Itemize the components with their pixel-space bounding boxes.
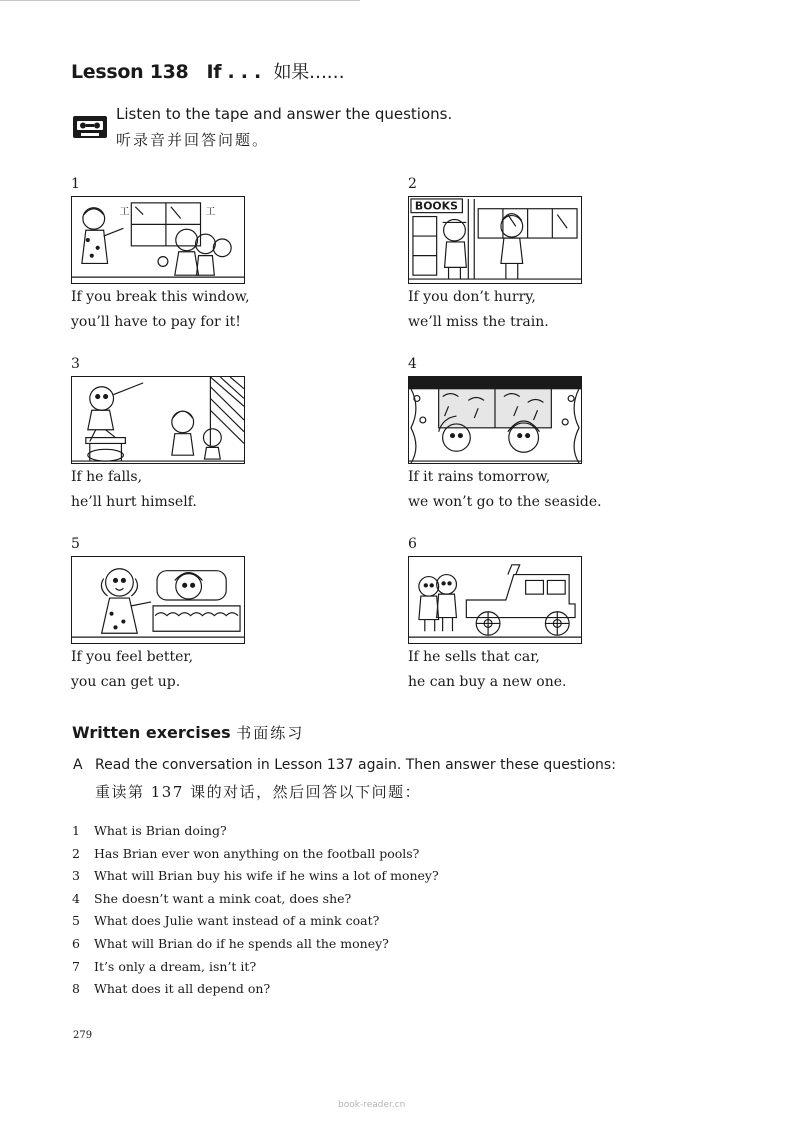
question-text: What will Brian do if he spends all the money? bbox=[94, 935, 389, 951]
books-sign: BOOKS bbox=[414, 199, 458, 213]
panel-illustration-station bbox=[408, 196, 582, 284]
panel-illustration-car bbox=[408, 556, 582, 644]
cassette-tape-icon bbox=[72, 115, 108, 139]
panel-number: 2 bbox=[408, 176, 417, 192]
exercise-letter: A bbox=[73, 757, 83, 773]
question-number: 2 bbox=[72, 845, 80, 861]
panel-caption-line2: he’ll hurt himself. bbox=[71, 494, 197, 510]
question-number: 4 bbox=[72, 890, 80, 906]
written-exercises-title-en: Written exercises bbox=[72, 723, 231, 742]
written-exercises-title-cn: 书面练习 bbox=[236, 724, 305, 742]
question-text: Has Brian ever won anything on the football pools? bbox=[94, 845, 420, 861]
panel-caption-line2: we’ll miss the train. bbox=[408, 314, 549, 330]
question-number: 6 bbox=[72, 935, 80, 951]
panel-number: 4 bbox=[408, 356, 417, 372]
lesson-number: Lesson 138 bbox=[71, 61, 189, 83]
watermark: book-reader.cn bbox=[338, 1100, 406, 1110]
panel-caption-line1: If he sells that car, bbox=[408, 649, 540, 665]
written-exercises-title bbox=[72, 722, 304, 743]
panel-number: 6 bbox=[408, 536, 417, 552]
question-text: She doesn’t want a mink coat, does she? bbox=[94, 890, 352, 906]
question-number: 7 bbox=[72, 958, 80, 974]
question-number: 5 bbox=[72, 913, 80, 929]
listening-instruction-cn: 听录音并回答问题。 bbox=[116, 131, 270, 149]
top-rule bbox=[0, 0, 360, 1]
panel-number: 1 bbox=[71, 176, 80, 192]
question-text: What will Brian buy his wife if he wins a lot of money? bbox=[94, 868, 439, 884]
question-number: 1 bbox=[72, 823, 80, 838]
panel-caption-line1: If he falls, bbox=[71, 469, 143, 485]
listening-instruction-en: Listen to the tape and answer the questions. bbox=[116, 105, 453, 123]
exercise-instruction-cn: 重读第 137 课的对话，然后回答以下问题： bbox=[95, 783, 422, 801]
svg-text:工: 工 bbox=[119, 206, 130, 218]
question-text: What does it all depend on? bbox=[94, 981, 271, 997]
panel-number: 3 bbox=[71, 356, 80, 372]
question-text: What is Brian doing? bbox=[94, 823, 227, 838]
svg-text:工: 工 bbox=[205, 206, 216, 218]
panel-caption-line2: you’ll have to pay for it! bbox=[71, 314, 241, 330]
page-number: 279 bbox=[73, 1030, 93, 1041]
lesson-title-if: If . . . bbox=[206, 61, 261, 83]
panel-caption-line2: he can buy a new one. bbox=[408, 674, 567, 690]
question-number: 8 bbox=[72, 981, 80, 997]
lesson-title-cn: 如果…… bbox=[273, 62, 345, 83]
question-text: It’s only a dream, isn’t it? bbox=[94, 958, 257, 974]
panel-illustration-rain bbox=[408, 376, 582, 464]
panel-illustration-window bbox=[71, 196, 245, 284]
lesson-title bbox=[71, 58, 344, 84]
panel-caption-line1: If you break this window, bbox=[71, 289, 250, 305]
panel-caption-line2: you can get up. bbox=[71, 674, 181, 690]
question-number: 3 bbox=[72, 868, 80, 884]
panel-illustration-bed bbox=[71, 556, 245, 644]
panel-illustration-ladder bbox=[71, 376, 245, 464]
question-text: What does Julie want instead of a mink coat? bbox=[94, 913, 380, 929]
panel-number: 5 bbox=[71, 536, 80, 552]
panel-caption-line1: If it rains tomorrow, bbox=[408, 469, 551, 485]
panel-caption-line1: If you feel better, bbox=[71, 649, 194, 665]
panel-caption-line1: If you don’t hurry, bbox=[408, 289, 536, 305]
exercise-instruction-en: Read the conversation in Lesson 137 again. Then answer these questions: bbox=[95, 757, 616, 773]
panel-caption-line2: we won’t go to the seaside. bbox=[408, 494, 602, 510]
